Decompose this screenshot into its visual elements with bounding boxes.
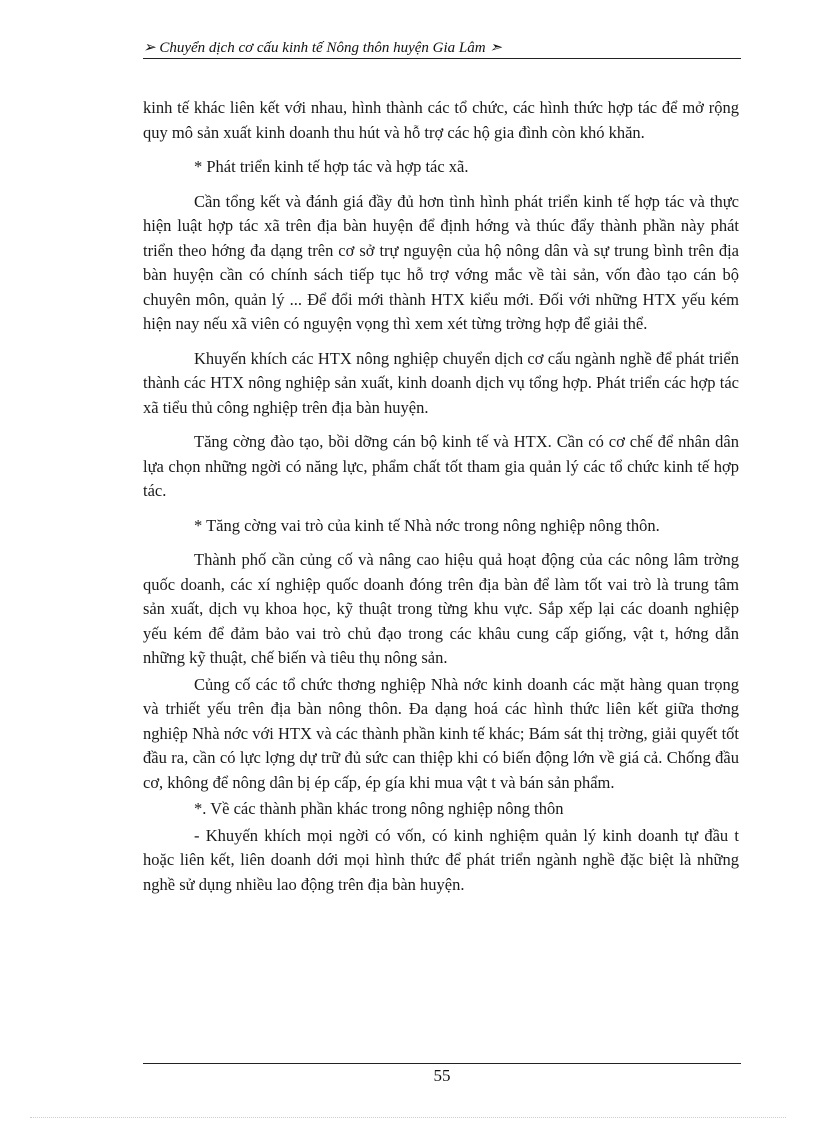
section-heading: * Tăng cờng vai trò của kinh tế Nhà nớc trong nông nghiệp nông thôn. (194, 515, 660, 535)
header-title: ➢ Chuyển dịch cơ cấu kinh tế Nông thôn huyện Gia Lâm ➣ (143, 40, 502, 56)
paragraph: kinh tế khác liên kết với nhau, hình thành các tổ chức, các hình thức hợp tác để mở rộng quy mô sản xuất kinh doanh thu hút và hỗ trợ các hộ gia đình còn khó khăn. (143, 98, 739, 142)
paragraph: Cần tổng kết và đánh giá đầy đủ hơn tình hình phát triển kinh tế hợp tác và thực hiện luật hợp tác xã trên địa bàn huyện để định hớng và thúc đẩy thành phần này phát triển theo hớng đa dạng trên cơ sở trự nguyện của hộ nông dân và sự trung bình trên địa bàn huyện cần có chính sách tiếp tục hỗ trợ vớng mắc về tài sản, vốn đào tạo cán bộ chuyên môn, quản lý ... Để đổi mới thành HTX kiểu mới. Đối với những HTX yếu kém hiện nay nếu xã viên có nguyện vọng thì xem xét từng trờng hợp để giải thể. (143, 191, 739, 333)
section-heading: *. Về các thành phần khác trong nông nghiệp nông thôn (194, 799, 564, 818)
page-number: 55 (433, 1066, 451, 1085)
paragraph: Khuyến khích các HTX nông nghiệp chuyển dịch cơ cấu ngành nghề để phát triển thành các HTX nông nghiệp sản xuất, kinh doanh dịch vụ tổng hợp. Phát triển các hợp tác xã tiểu thủ công nghiệp trên địa bàn huyện. (143, 348, 739, 417)
paragraph: Củng cố các tổ chức thơng nghiệp Nhà nớc kinh doanh các mặt hàng quan trọng và trhiết yếu trên địa bàn nông thôn. Đa dạng hoá các hình thức liên kết giữa thơng nghiệp Nhà nớc với HTX và các thành phần kinh tế khác; Bám sát thị trờng, giải quyết tốt đầu ra, cần có lực lợng dự trữ đủ sức can thiệp khi có biến động lớn về giá cả. Chống đầu cơ, không để nông dân bị ép cấp, ép gía khi mua vật t và bán sản phẩm. (143, 674, 739, 792)
section-heading: * Phát triển kinh tế hợp tác và hợp tác xã. (194, 157, 469, 176)
page-footer (143, 1063, 741, 1086)
page-bottom-border (30, 1117, 786, 1118)
document-body (143, 96, 739, 899)
paragraph: Tăng cờng đào tạo, bồi dỡng cán bộ kinh tế và HTX. Cần có cơ chế để nhân dân lựa chọn những ngời có năng lực, phẩm chất tốt tham gia quản lý các tổ chức kinh tế hợp tác. (143, 432, 739, 500)
paragraph: - Khuyến khích mọi ngời có vốn, có kinh nghiệm quản lý kinh doanh tự đầu t hoặc liên kết, liên doanh dới mọi hình thức để phát triển ngành nghề đặc biệt là những nghề sử dụng nhiều lao động trên địa bàn huyện. (143, 825, 739, 894)
paragraph: Thành phố cần củng cố và nâng cao hiệu quả hoạt động của các nông lâm trờng quốc doanh, các xí nghiệp quốc doanh đóng trên địa bàn để làm tốt vai trò là trung tâm sản xuất, dịch vụ khoa học, kỹ thuật trong từng khu vực. Sắp xếp lại các doanh nghiệp yếu kém để đảm bảo vai trò chủ đạo trong các khâu cung cấp giống, vật t, hớng dẫn những kỹ thuật, chế biến và tiêu thụ nông sản. (143, 550, 739, 667)
page-header (143, 32, 741, 59)
